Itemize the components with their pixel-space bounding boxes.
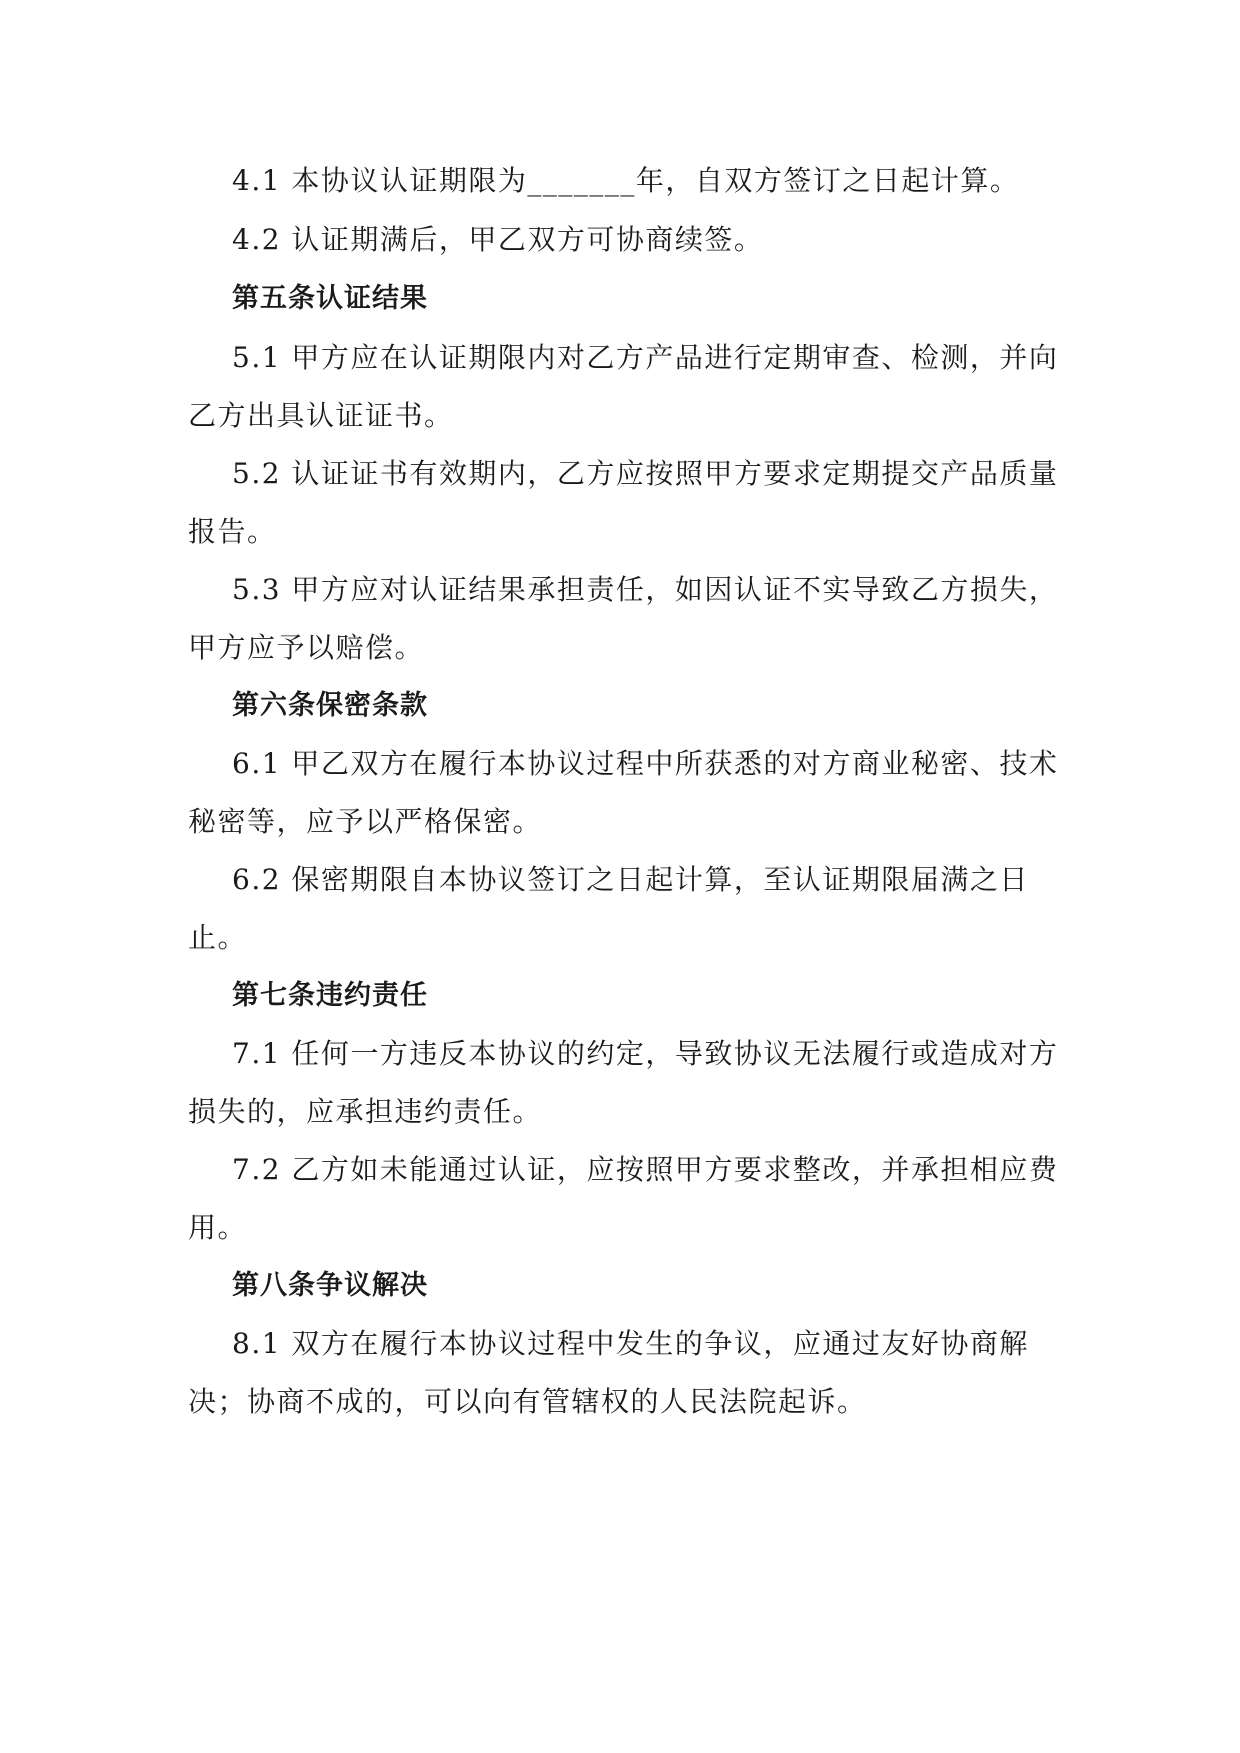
clause-7-1-line-2: 损失的，应承担违约责任。 xyxy=(188,1095,543,1128)
clause-5-2-line-1: 5.2 认证证书有效期内，乙方应按照甲方要求定期提交产品质量 xyxy=(232,457,1059,490)
clause-4-1: 4.1 本协议认证期限为_______年，自双方签订之日起计算。 xyxy=(232,164,1020,197)
heading-article-5: 第五条认证结果 xyxy=(232,283,428,314)
clause-6-2-line-1: 6.2 保密期限自本协议签订之日起计算，至认证期限届满之日 xyxy=(232,863,1029,896)
clause-7-2-line-1: 7.2 乙方如未能通过认证，应按照甲方要求整改，并承担相应费 xyxy=(232,1153,1059,1186)
clause-6-1-line-2: 秘密等，应予以严格保密。 xyxy=(188,805,543,838)
clause-7-2-line-2: 用。 xyxy=(188,1211,248,1244)
clause-6-2-line-2: 止。 xyxy=(188,921,248,954)
clause-7-1-line-1: 7.1 任何一方违反本协议的约定，导致协议无法履行或造成对方 xyxy=(232,1037,1059,1070)
clause-6-1-line-1: 6.1 甲乙双方在履行本协议过程中所获悉的对方商业秘密、技术 xyxy=(232,747,1059,780)
clause-8-1-line-1: 8.1 双方在履行本协议过程中发生的争议，应通过友好协商解 xyxy=(232,1327,1029,1360)
clause-5-3-line-1: 5.3 甲方应对认证结果承担责任，如因认证不实导致乙方损失， xyxy=(232,573,1059,606)
clause-5-1-line-1: 5.1 甲方应在认证期限内对乙方产品进行定期审查、检测，并向 xyxy=(232,341,1059,374)
clause-5-3-line-2: 甲方应予以赔偿。 xyxy=(188,631,425,664)
clause-4-2: 4.2 认证期满后，甲乙双方可协商续签。 xyxy=(232,223,764,256)
heading-article-6: 第六条保密条款 xyxy=(232,690,428,721)
clause-8-1-line-2: 决；协商不成的，可以向有管辖权的人民法院起诉。 xyxy=(188,1385,867,1418)
clause-5-2-line-2: 报告。 xyxy=(188,515,277,548)
heading-article-8: 第八条争议解决 xyxy=(232,1270,428,1301)
heading-article-7: 第七条违约责任 xyxy=(232,980,428,1011)
clause-5-1-line-2: 乙方出具认证证书。 xyxy=(188,399,454,432)
